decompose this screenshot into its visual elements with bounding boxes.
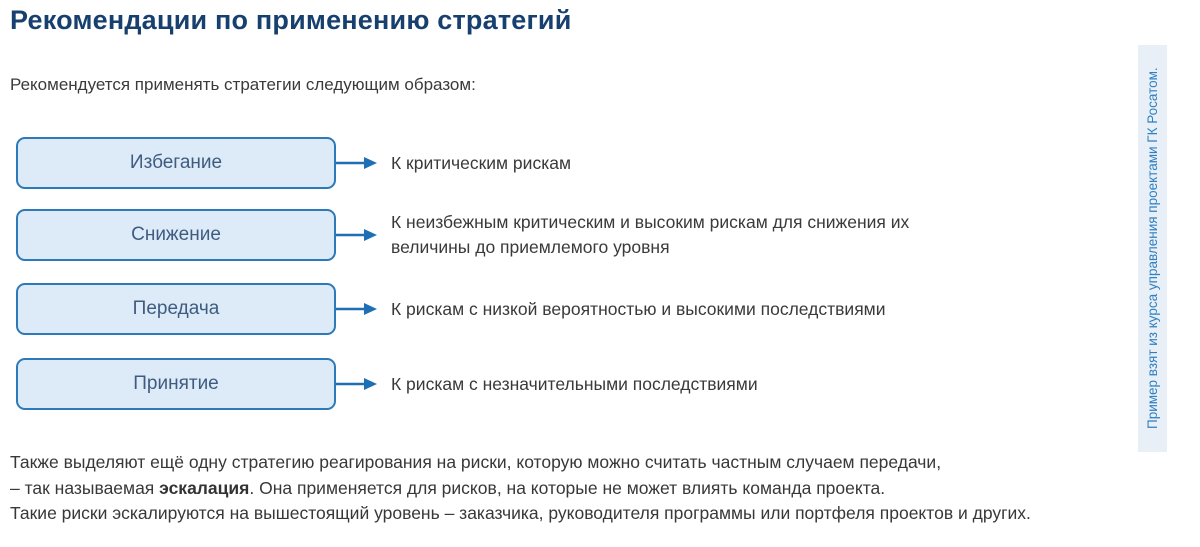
escalation-note-line1: Также выделяют ещё одну стратегию реагирования на риски, которую можно считать частным случаем передачи, — [10, 452, 942, 472]
arrow-right-icon — [336, 156, 380, 170]
strategy-label: Избегание — [129, 152, 223, 173]
arrow-right-icon — [336, 377, 380, 391]
arrow-right-icon — [336, 302, 380, 316]
strategy-row-transfer — [16, 283, 885, 335]
intro-text: Рекомендуется применять стратегии следующим образом: — [10, 75, 476, 94]
strategy-label: Принятие — [133, 373, 219, 394]
strategy-row-acceptance — [16, 358, 758, 410]
strategy-row-reduction — [16, 209, 971, 261]
escalation-note-line3: Такие риски эскалируются на вышестоящий уровень – заказчика, руководителя программы или портфеля проектов и других. — [10, 503, 1031, 523]
escalation-term: эскалация — [159, 477, 250, 498]
page-title: Рекомендации по применению стратегий — [10, 5, 572, 35]
strategy-box-reduction — [16, 209, 336, 261]
strategy-description: К неизбежным критическим и высоким рискам для снижения их величины до приемлемого уровня — [391, 212, 910, 257]
strategy-row-avoidance — [16, 137, 571, 189]
escalation-note — [10, 450, 1198, 527]
strategy-description: К рискам с низкой вероятностью и высокими последствиями — [391, 298, 886, 319]
source-note-vertical: Пример взят из курса управления проектами ГК Росатом. — [1138, 45, 1167, 452]
strategy-label: Снижение — [131, 224, 221, 245]
strategy-description: К рискам с незначительными последствиями — [391, 373, 758, 394]
strategy-box-avoidance — [16, 137, 336, 189]
strategy-description: К критическим рискам — [391, 152, 571, 173]
arrow-right-icon — [336, 228, 380, 242]
strategy-box-acceptance — [16, 358, 336, 410]
strategy-box-transfer — [16, 283, 336, 335]
strategy-label: Передача — [132, 298, 220, 319]
escalation-note-line2-prefix: – так называемая — [10, 477, 160, 498]
escalation-note-line2-suffix: . Она применяется для рисков, на которые не может влиять команда проекта. — [249, 477, 886, 498]
